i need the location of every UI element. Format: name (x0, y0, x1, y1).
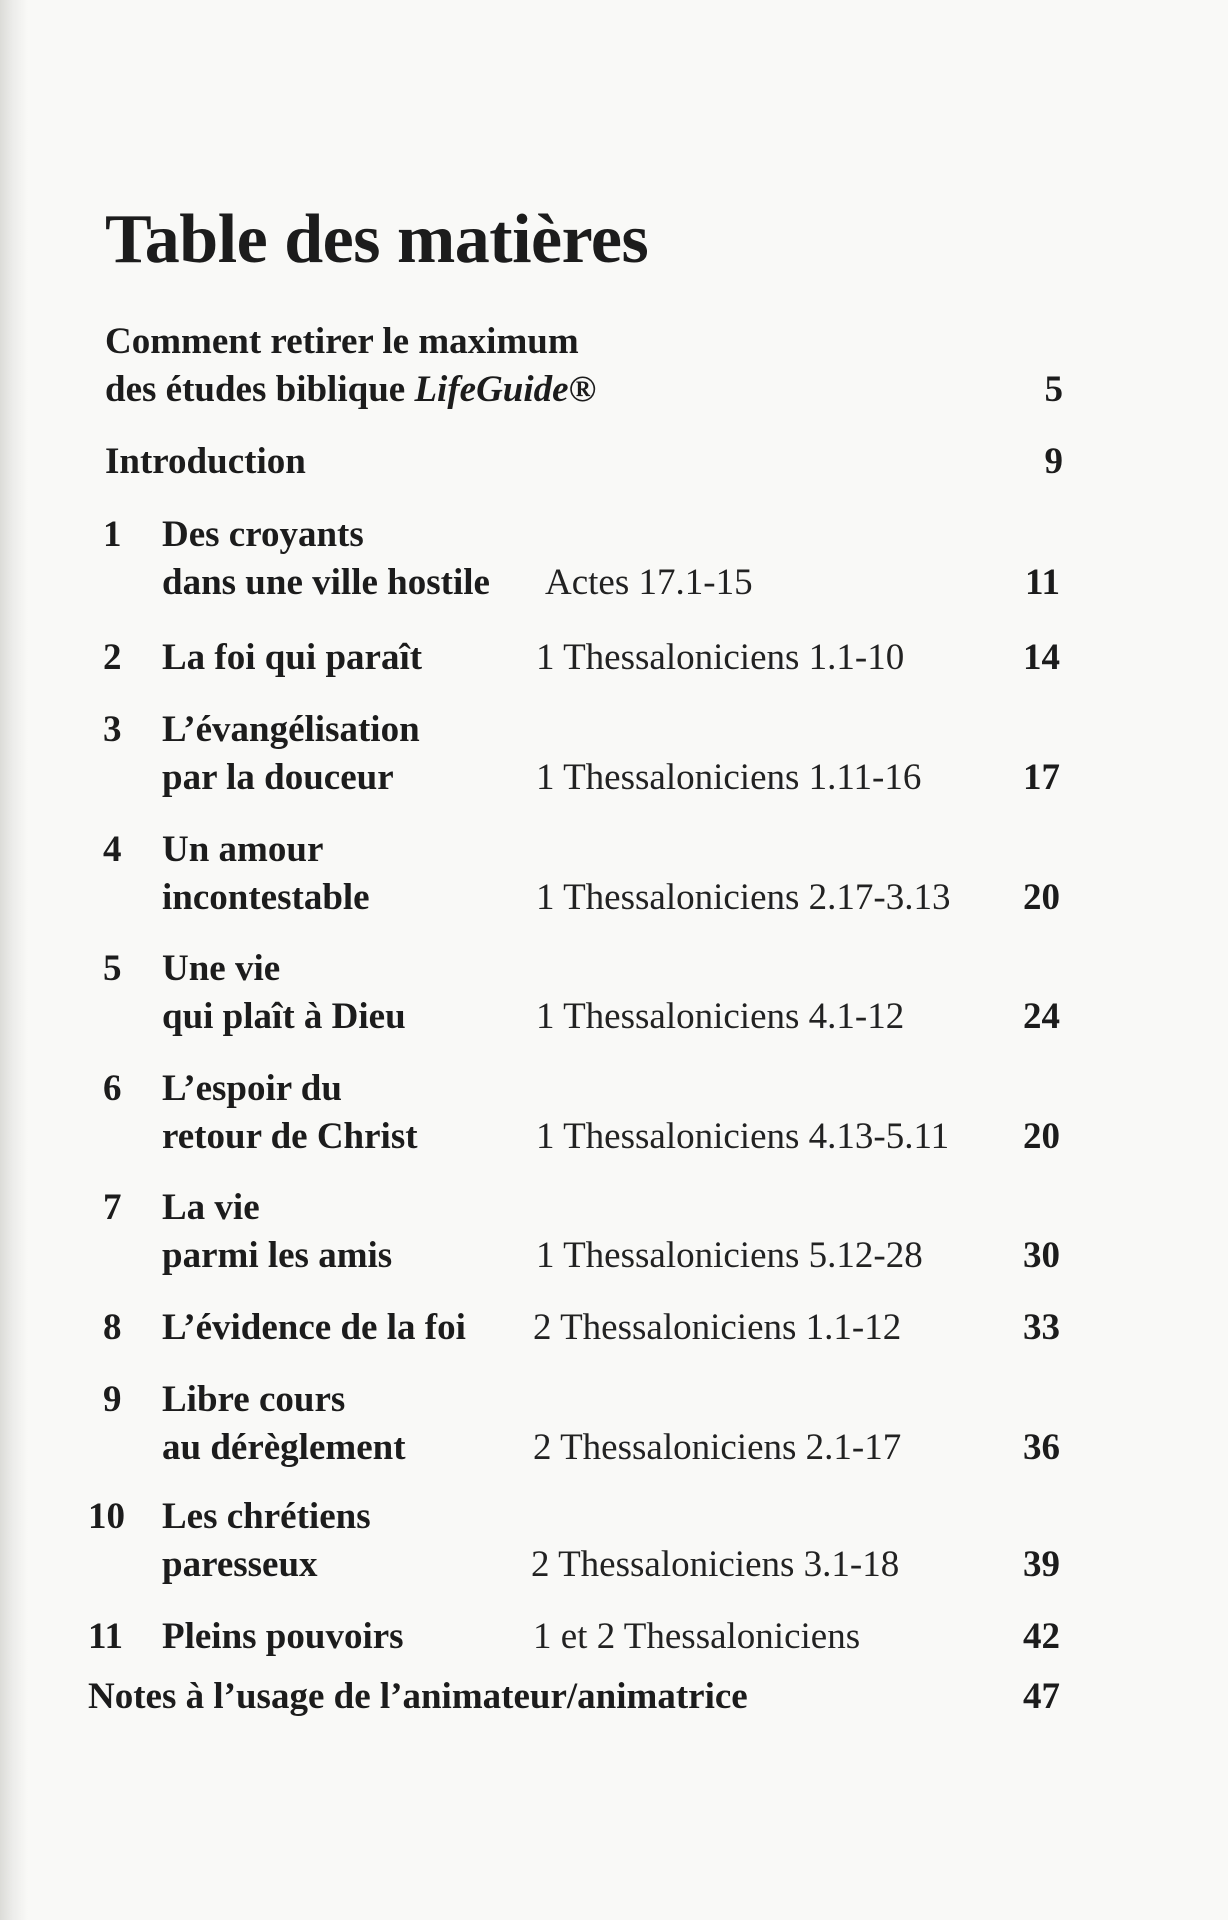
lesson-page-number: 33 (1023, 1307, 1060, 1348)
lesson-title-line1: Une vie (162, 948, 281, 989)
lesson-number: 3 (103, 709, 122, 750)
toc-entry-label: Introduction (105, 441, 306, 482)
toc-entry-page-number: 9 (1044, 441, 1063, 482)
toc-entry-page-number: 5 (1044, 369, 1063, 410)
lesson-title-line2: par la douceur (162, 757, 394, 798)
toc-entry-page-number: 47 (1023, 1676, 1060, 1717)
lesson-title-line1: Pleins pouvoirs (162, 1616, 404, 1657)
toc-entry-label-line1: Comment retirer le maximum (105, 321, 579, 362)
lesson-scripture-reference: Actes 17.1-15 (545, 562, 753, 603)
lesson-scripture-reference: 1 et 2 Thessaloniciens (533, 1616, 861, 1657)
lesson-page-number: 14 (1023, 637, 1060, 678)
lesson-title-line1: L’évidence de la foi (162, 1307, 466, 1348)
lesson-page-number: 36 (1023, 1427, 1060, 1468)
lesson-title-line1: L’espoir du (162, 1068, 342, 1109)
lesson-scripture-reference: 1 Thessaloniciens 4.1-12 (536, 996, 905, 1037)
lesson-scripture-reference: 1 Thessaloniciens 4.13-5.11 (536, 1116, 950, 1157)
lesson-page-number: 20 (1023, 1116, 1060, 1157)
lesson-number: 5 (103, 948, 122, 989)
registered-mark: ® (568, 369, 597, 410)
toc-entry-label-line2 (105, 365, 596, 414)
lesson-page-number: 20 (1023, 877, 1060, 918)
toc-entry-label-prefix: des études biblique (105, 369, 415, 410)
lesson-title-line2: retour de Christ (162, 1116, 418, 1157)
lesson-scripture-reference: 2 Thessaloniciens 1.1-12 (533, 1307, 902, 1348)
lesson-title-line1: Des croyants (162, 514, 364, 555)
lesson-page-number: 39 (1023, 1544, 1060, 1585)
lesson-scripture-reference: 1 Thessaloniciens 2.17-3.13 (536, 877, 951, 918)
lesson-title-line2: au dérèglement (162, 1427, 406, 1468)
lifeguide-brand: LifeGuide (414, 369, 569, 410)
lesson-title-line1: Un amour (162, 829, 324, 870)
lesson-title-line2: paresseux (162, 1544, 318, 1585)
lesson-number: 8 (103, 1307, 122, 1348)
lesson-number: 4 (103, 829, 122, 870)
lesson-page-number: 24 (1023, 996, 1060, 1037)
page-title: Table des matières (105, 201, 649, 278)
lesson-page-number: 17 (1023, 757, 1060, 798)
toc-entry-label: Notes à l’usage de l’animateur/animatrice (88, 1676, 748, 1717)
lesson-title-line1: La foi qui paraît (162, 637, 423, 678)
lesson-number: 9 (103, 1379, 122, 1420)
lesson-number: 7 (103, 1187, 122, 1228)
lesson-title-line1: Libre cours (162, 1379, 346, 1420)
lesson-title-line1: Les chrétiens (162, 1496, 371, 1537)
lesson-page-number: 11 (1025, 562, 1060, 603)
lesson-title-line2: qui plaît à Dieu (162, 996, 406, 1037)
lesson-title-line1: La vie (162, 1187, 260, 1228)
lesson-scripture-reference: 2 Thessaloniciens 3.1-18 (531, 1544, 900, 1585)
lesson-scripture-reference: 2 Thessaloniciens 2.1-17 (533, 1427, 902, 1468)
lesson-number: 2 (103, 637, 122, 678)
lesson-title-line2: dans une ville hostile (162, 562, 490, 603)
lesson-title-line2: incontestable (162, 877, 370, 918)
lesson-page-number: 42 (1023, 1616, 1060, 1657)
lesson-title-line2: parmi les amis (162, 1235, 393, 1276)
lesson-scripture-reference: 1 Thessaloniciens 1.1-10 (536, 637, 905, 678)
lesson-number: 6 (103, 1068, 122, 1109)
lesson-number: 11 (88, 1616, 123, 1657)
lesson-page-number: 30 (1023, 1235, 1060, 1276)
lesson-number: 10 (88, 1496, 125, 1537)
lesson-title-line1: L’évangélisation (162, 709, 420, 750)
lesson-scripture-reference: 1 Thessaloniciens 1.11-16 (536, 757, 922, 798)
lesson-number: 1 (103, 514, 122, 555)
lesson-scripture-reference: 1 Thessaloniciens 5.12-28 (536, 1235, 923, 1276)
